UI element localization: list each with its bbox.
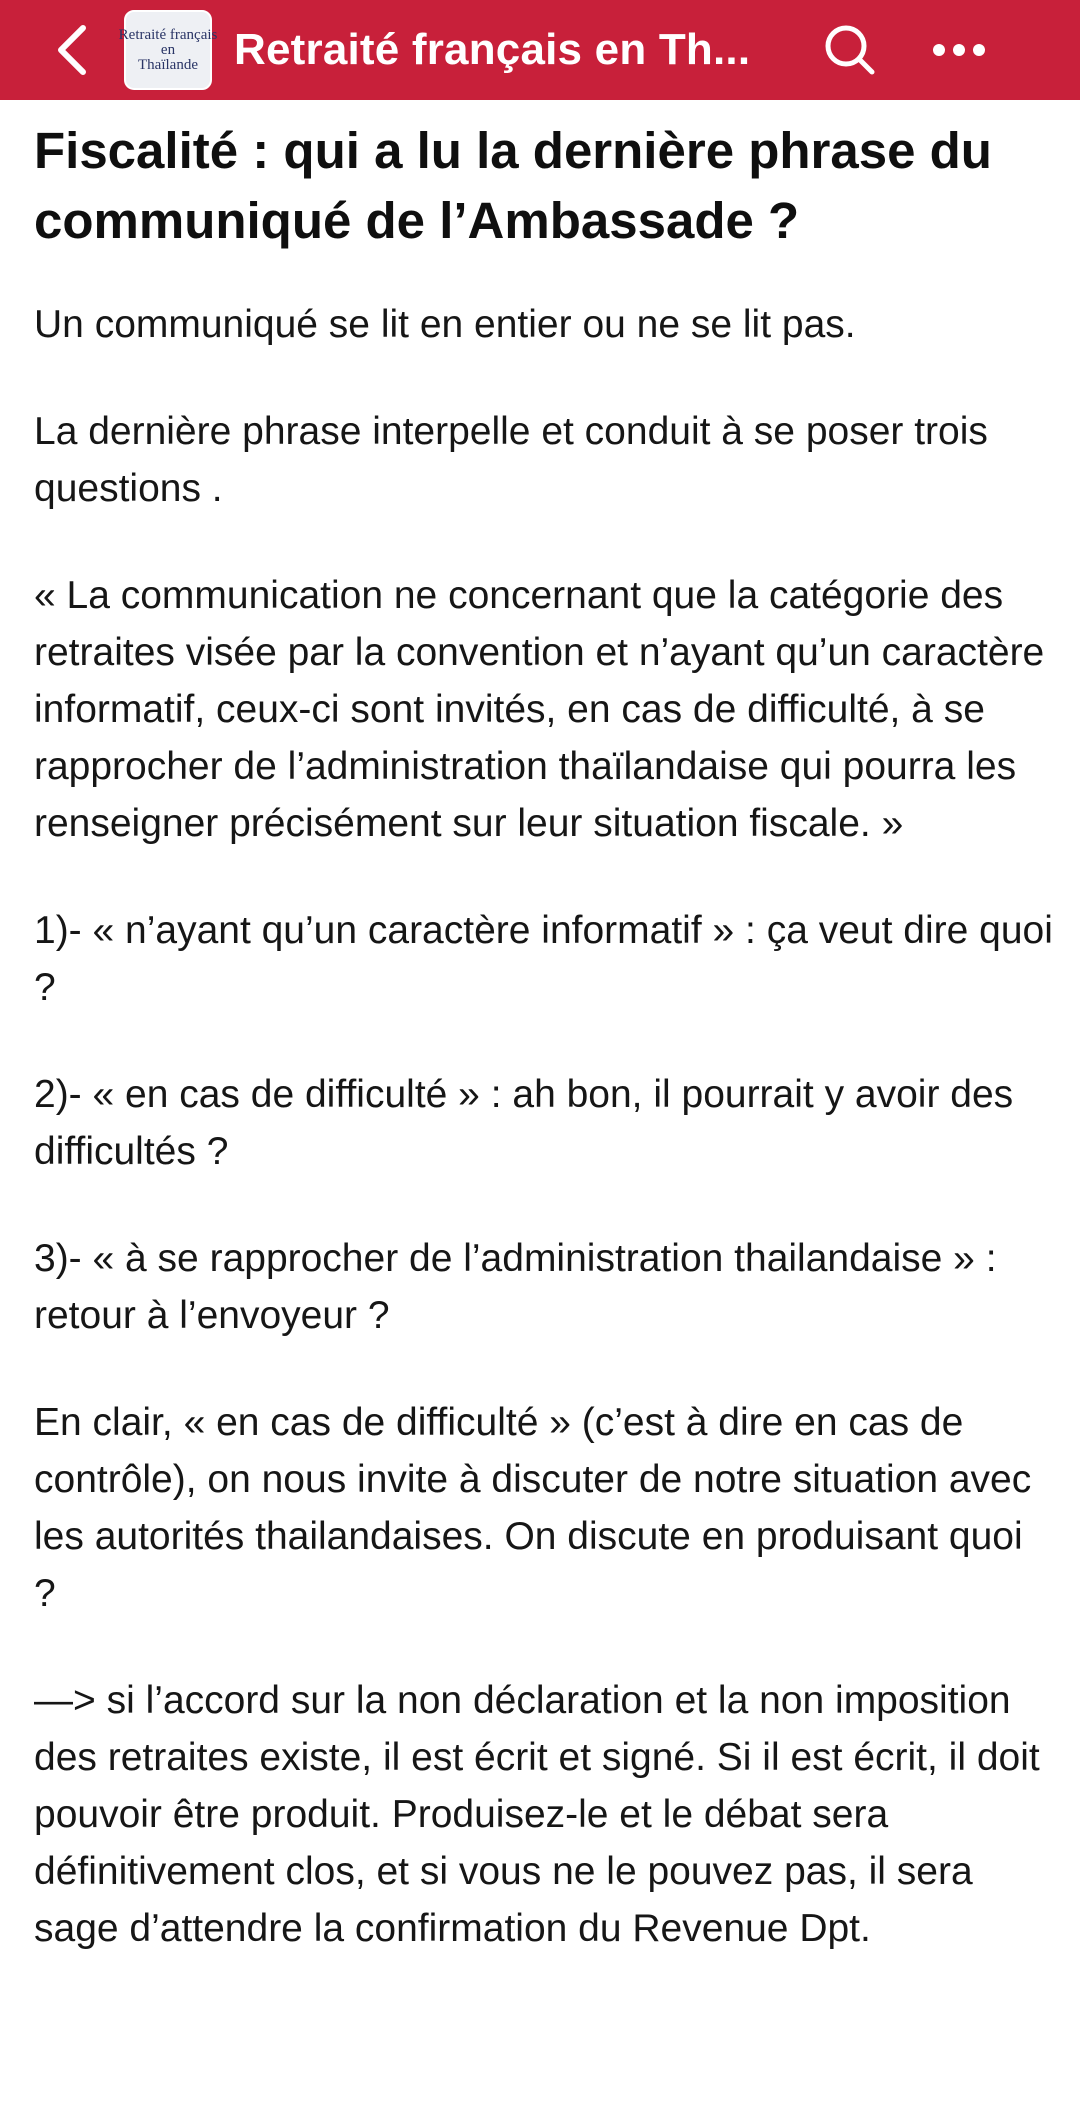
avatar-line-2: en xyxy=(160,41,176,58)
top-app-bar xyxy=(0,0,1080,100)
chevron-left-icon xyxy=(53,22,93,78)
post-paragraph-8: —> si l’accord sur la non déclaration et la non imposition des retraites existe, il est écrit et signé. Si il est écrit, il doit pouvoir être produit. Produisez-le et le débat sera définitivement clos, et si vous ne le pouvez pas, il sera sage d’attendre la confirmation du Revenue Dpt. xyxy=(34,1679,1040,1950)
post-paragraph-3: « La communication ne concernant que la catégorie des retraites visée par la convention et n’ayant qu’un caractère informatif, ceux-ci sont invités, en cas de difficulté, à se rapprocher de l’administration thaïlandaise qui pourra les renseigner précisément sur leur situation fiscale. » xyxy=(34,574,1045,845)
group-title[interactable]: Retraité français en Th... xyxy=(234,25,751,74)
avatar-line-1: Retraité français xyxy=(118,26,218,43)
more-horizontal-icon xyxy=(931,42,987,58)
post-content xyxy=(34,116,1054,2007)
post-paragraph-1: Un communiqué se lit en entier ou ne se lit pas. xyxy=(34,303,856,346)
avatar-line-3: Thaïlande xyxy=(138,56,198,73)
post-paragraph-2: La dernière phrase interpelle et conduit à se poser trois questions . xyxy=(34,410,988,510)
more-options-button[interactable] xyxy=(914,0,1004,100)
post-paragraph-7: En clair, « en cas de difficulté » (c’est à dire en cas de contrôle), on nous invite à discuter de notre situation avec les autorités thailandaises. On discute en produisant quoi ? xyxy=(34,1401,1032,1615)
search-button[interactable] xyxy=(810,0,890,100)
group-avatar[interactable] xyxy=(118,10,218,90)
post-paragraph-4: 1)- « n’ayant qu’un caractère informatif » : ça veut dire quoi ? xyxy=(34,909,1053,1009)
post-paragraph-6: 3)- « à se rapprocher de l’administration thailandaise » : retour à l’envoyeur ? xyxy=(34,1237,997,1337)
post-paragraph-5: 2)- « en cas de difficulté » : ah bon, il pourrait y avoir des difficultés ? xyxy=(34,1073,1014,1173)
back-button[interactable] xyxy=(28,0,118,100)
search-icon xyxy=(822,22,878,78)
post-title: Fiscalité : qui a lu la dernière phrase du communiqué de l’Ambassade ? xyxy=(34,122,992,249)
